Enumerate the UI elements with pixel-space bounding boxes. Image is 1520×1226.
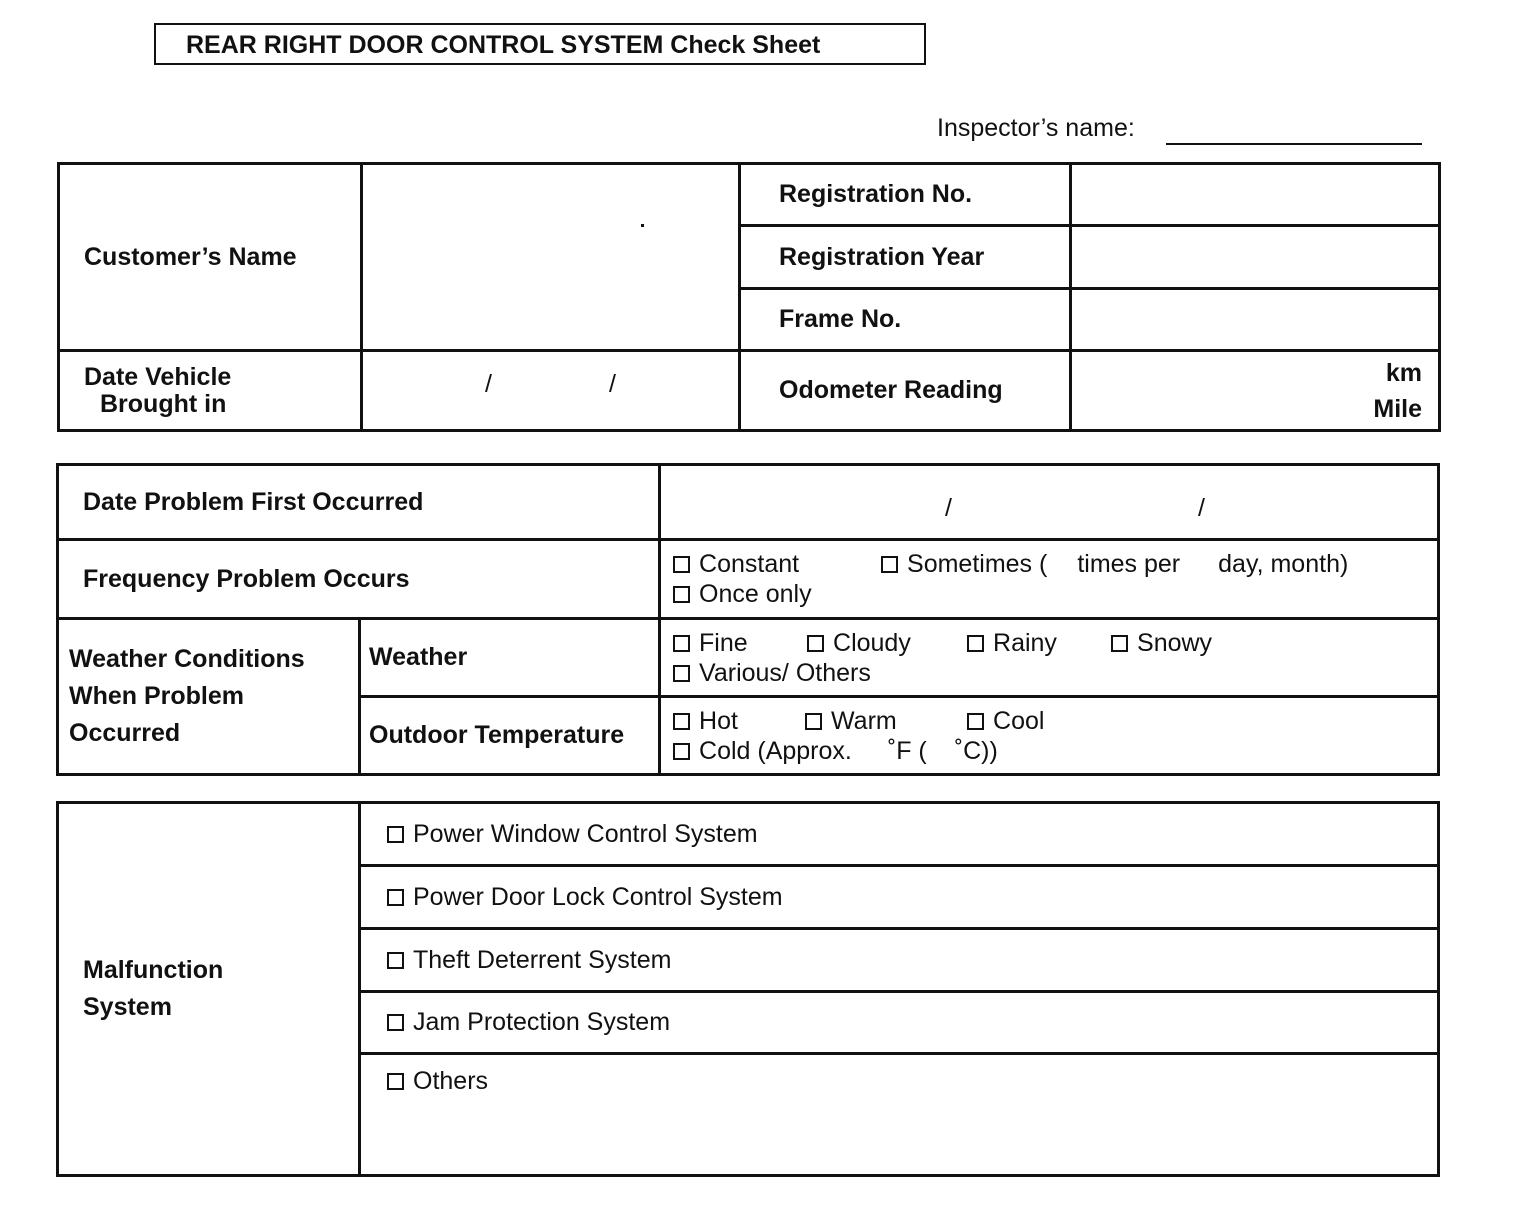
malfunction-item-label: Power Door Lock Control System xyxy=(413,882,783,911)
option-warm-label: Warm xyxy=(831,706,897,735)
checkbox-icon[interactable] xyxy=(673,556,690,573)
date-brought-label xyxy=(59,351,362,431)
celsius-text: ˚C)) xyxy=(954,736,998,765)
checkbox-icon[interactable] xyxy=(807,635,824,652)
weather-conditions-line2: When Problem xyxy=(69,682,245,710)
option-once-label: Once only xyxy=(699,580,812,608)
checkbox-icon[interactable] xyxy=(387,826,404,843)
malfunction-item-label: Theft Deterrent System xyxy=(413,945,672,974)
weather-conditions-line1: Weather Conditions xyxy=(69,645,305,673)
option-cool[interactable] xyxy=(967,706,1044,736)
date-first-separator-1: / xyxy=(945,494,952,522)
malfunction-line2: System xyxy=(83,993,172,1021)
malfunction-item[interactable] xyxy=(360,992,1439,1054)
checkbox-icon[interactable] xyxy=(967,635,984,652)
times-per-text: times per xyxy=(1077,550,1181,578)
inspector-name-label: Inspector’s name: xyxy=(937,114,1135,142)
option-hot-label: Hot xyxy=(699,706,738,735)
vehicle-info-table xyxy=(57,162,1441,432)
option-various-label: Various/ Others xyxy=(699,658,871,687)
option-once[interactable] xyxy=(673,579,812,609)
unit-mile: Mile xyxy=(1373,394,1422,423)
date-brought-line1: Date Vehicle xyxy=(84,362,232,391)
customer-name-label xyxy=(59,164,362,351)
registration-no-field[interactable] xyxy=(1071,164,1440,226)
stray-dot xyxy=(641,224,644,227)
option-sometimes[interactable] xyxy=(881,549,1047,579)
malfunction-line1: Malfunction xyxy=(83,956,224,984)
temperature-label: Outdoor Temperature xyxy=(360,697,660,775)
option-hot[interactable] xyxy=(673,706,805,736)
fahrenheit-text: ˚F ( xyxy=(887,736,927,765)
checkbox-icon[interactable] xyxy=(387,889,404,906)
checkbox-icon[interactable] xyxy=(881,556,898,573)
checkbox-icon[interactable] xyxy=(387,952,404,969)
malfunction-item-label: Jam Protection System xyxy=(413,1008,671,1036)
checkbox-icon[interactable] xyxy=(673,713,690,730)
malfunction-item-label: Others xyxy=(413,1067,489,1095)
malfunction-item[interactable] xyxy=(360,929,1439,992)
checkbox-icon[interactable] xyxy=(673,743,690,760)
option-various[interactable] xyxy=(673,658,871,688)
checkbox-icon[interactable] xyxy=(673,665,690,682)
option-cold-label: Cold (Approx. xyxy=(699,736,852,765)
option-cold[interactable] xyxy=(673,736,852,766)
date-first-field[interactable] xyxy=(660,465,1439,540)
date-brought-line2: Brought in xyxy=(100,389,227,418)
customer-name-text: Customer’s Name xyxy=(84,242,297,271)
option-cloudy[interactable] xyxy=(807,628,967,658)
option-constant[interactable] xyxy=(673,549,881,579)
date-first-separator-2: / xyxy=(1198,494,1205,522)
weather-label: Weather xyxy=(360,619,660,697)
temperature-options xyxy=(660,697,1439,775)
weather-conditions-line3: Occurred xyxy=(69,719,181,747)
weather-conditions-label xyxy=(58,619,360,775)
malfunction-item-label: Power Window Control System xyxy=(413,819,758,848)
malfunction-item-others[interactable] xyxy=(360,1054,1439,1176)
option-cool-label: Cool xyxy=(993,706,1045,735)
option-cloudy-label: Cloudy xyxy=(833,628,911,657)
option-rainy-label: Rainy xyxy=(993,628,1057,657)
frequency-options xyxy=(660,540,1439,619)
option-constant-label: Constant xyxy=(699,550,800,578)
registration-no-label: Registration No. xyxy=(740,164,1071,226)
date-first-label: Date Problem First Occurred xyxy=(58,465,660,540)
frequency-label: Frequency Problem Occurs xyxy=(58,540,660,619)
odometer-label: Odometer Reading xyxy=(740,351,1071,431)
checkbox-icon[interactable] xyxy=(967,713,984,730)
checkbox-icon[interactable] xyxy=(673,635,690,652)
frame-no-label: Frame No. xyxy=(740,289,1071,351)
checkbox-icon[interactable] xyxy=(387,1014,404,1031)
weather-options xyxy=(660,619,1439,697)
customer-name-field[interactable] xyxy=(362,164,740,351)
inspector-name-field[interactable] xyxy=(1166,143,1422,145)
malfunction-label xyxy=(58,803,360,1176)
date-separator-2: / xyxy=(609,370,616,398)
malfunction-table xyxy=(56,801,1440,1177)
checkbox-icon[interactable] xyxy=(805,713,822,730)
registration-year-field[interactable] xyxy=(1071,226,1440,289)
date-brought-field[interactable] xyxy=(362,351,740,431)
option-warm[interactable] xyxy=(805,706,967,736)
frame-no-field[interactable] xyxy=(1071,289,1440,351)
sheet-title: REAR RIGHT DOOR CONTROL SYSTEM Check Sheet xyxy=(154,23,926,65)
date-separator-1: / xyxy=(485,370,492,398)
option-fine[interactable] xyxy=(673,628,807,658)
malfunction-item[interactable] xyxy=(360,803,1439,866)
day-month-text: day, month) xyxy=(1218,550,1349,578)
unit-km: km xyxy=(1385,358,1422,387)
checkbox-icon[interactable] xyxy=(673,586,690,603)
option-snowy-label: Snowy xyxy=(1137,628,1213,657)
registration-year-label: Registration Year xyxy=(740,226,1071,289)
option-fine-label: Fine xyxy=(699,628,748,657)
problem-conditions-table xyxy=(56,463,1440,776)
option-snowy[interactable] xyxy=(1111,628,1212,658)
malfunction-item[interactable] xyxy=(360,866,1439,929)
checkbox-icon[interactable] xyxy=(387,1073,404,1090)
odometer-field[interactable] xyxy=(1071,351,1440,431)
option-rainy[interactable] xyxy=(967,628,1111,658)
option-sometimes-label: Sometimes ( xyxy=(907,550,1048,578)
checkbox-icon[interactable] xyxy=(1111,635,1128,652)
